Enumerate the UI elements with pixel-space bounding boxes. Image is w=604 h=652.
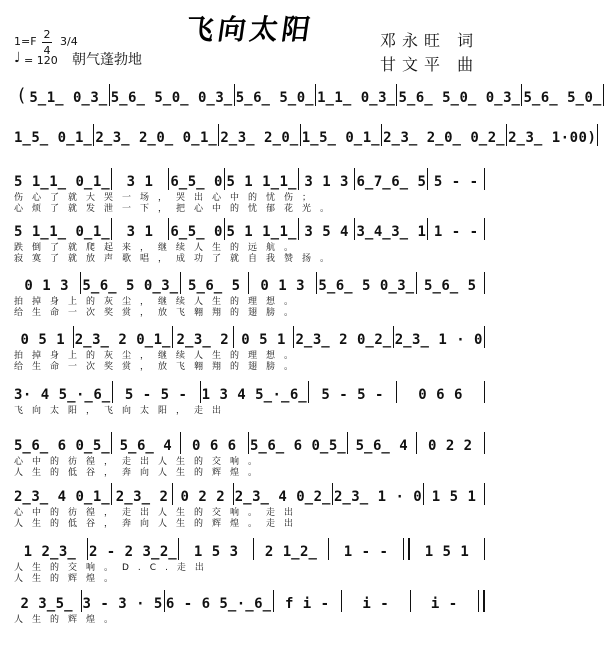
bar-line xyxy=(172,326,173,348)
double-bar-line xyxy=(403,538,410,560)
bar-line xyxy=(248,432,249,454)
bar-line xyxy=(416,432,417,454)
measure: 2 - 2 3̲2̲ xyxy=(88,544,178,560)
lyric-verse-2: 人生的低谷，奔向人生的辉煌。走出 xyxy=(14,519,303,529)
bar-line xyxy=(81,590,82,612)
measure: 5 1 1̲1̲ xyxy=(226,174,297,190)
bar-line xyxy=(111,483,112,505)
measure: 5̲6̲ 5 0̲3̲ xyxy=(82,278,179,294)
bar-line xyxy=(423,483,424,505)
measure: 5 - 5 - xyxy=(321,387,384,403)
measure: 2̲3̲ 2̲0̲ 0̲1̲ xyxy=(95,130,218,146)
notation-row xyxy=(14,272,486,294)
measure: 5̲6̲ 5̲0̲ 0̲3̲ xyxy=(398,90,521,106)
bar-line xyxy=(484,538,485,560)
notation-row xyxy=(14,538,486,560)
notation-row xyxy=(14,381,486,403)
measure: 2̲3̲ 2 0̲2̲ xyxy=(295,332,392,348)
measure: 1 - - xyxy=(433,224,479,240)
bar-line xyxy=(224,168,225,190)
bar-line xyxy=(341,590,342,612)
measure: 2̲3̲ 1 · 0 xyxy=(394,332,483,348)
bar-line xyxy=(233,326,234,348)
measure: i - xyxy=(430,596,458,612)
measure: 5 1 1̲1̲ xyxy=(226,224,297,240)
time-signature-bottom: 4 xyxy=(43,44,51,57)
bar-line xyxy=(416,272,417,294)
notation-row xyxy=(14,124,597,146)
measure: 5̲6̲ 4 xyxy=(119,438,173,454)
measure: 1 2̲3̲ xyxy=(23,544,77,560)
measure: 2 1̲2̲ xyxy=(264,544,318,560)
score-line xyxy=(0,326,500,378)
lyric-verse-1: 拍掉身上的灰尘，继续人生的理想。 xyxy=(14,351,303,361)
measure: 2̲3̲ 2̲0̲ xyxy=(220,130,299,146)
measure: 2̲3̲ 2 xyxy=(115,489,169,505)
bar-line xyxy=(168,168,169,190)
measure: 1 5 1 xyxy=(431,489,477,505)
measure: 5̲6̲ 5̲0̲ 0̲3̲ xyxy=(110,90,233,106)
score-line xyxy=(0,168,500,220)
bar-line xyxy=(112,381,113,403)
lyric-verse-2: 心烦了就发泄一下，把心中的忧郁花光。 xyxy=(14,204,339,214)
notation-row xyxy=(14,84,602,106)
measure: 1̲1̲ 0̲3̲ xyxy=(317,90,396,106)
lyric-verse-1: 心中的彷徨，走出人生的交响。 xyxy=(14,457,267,467)
measure: 2̲3̲ 2̲0̲ 0̲2̲ xyxy=(383,130,506,146)
bar-line xyxy=(248,272,249,294)
double-bar-line xyxy=(478,590,485,612)
bar-line xyxy=(111,168,112,190)
bar-line xyxy=(298,168,299,190)
measure: 1̲5̲ 0̲1̲ xyxy=(14,130,93,146)
bar-line xyxy=(200,381,201,403)
bar-line xyxy=(410,590,411,612)
measure: 0 2 2 xyxy=(427,438,473,454)
measure: 2̲3̲ 1 · 0 xyxy=(333,489,423,505)
expression-marking: 朝气蓬勃地 xyxy=(72,52,142,68)
notation-row xyxy=(14,326,486,348)
measure: 3 - 3 · 5 xyxy=(82,596,163,612)
measure: 3 1 3 xyxy=(304,174,349,190)
bar-line xyxy=(316,272,317,294)
repeat-bracket: ( xyxy=(16,85,28,106)
bar-line xyxy=(180,432,181,454)
measure: 3̲4̲3̲ 1 xyxy=(356,224,427,240)
time-signature-top: 2 xyxy=(43,28,51,41)
bar-line xyxy=(93,124,94,146)
measure: 5̲1̲ 0̲3̲ xyxy=(29,90,108,106)
lyric-verse-1: 飞向太阳，飞向太阳，走出 xyxy=(14,406,231,416)
bar-line xyxy=(111,218,112,240)
bar-line xyxy=(224,218,225,240)
bar-line xyxy=(396,381,397,403)
bar-line xyxy=(168,218,169,240)
measure: 0 6 6 xyxy=(418,387,463,403)
measure: 5 - - xyxy=(433,174,479,190)
lyric-verse-2: 人生的低谷，奔向人生的辉煌。 xyxy=(14,468,267,478)
measure: 2̲3̲ 4 0̲2̲ xyxy=(234,489,331,505)
measure: 5̲6̲ 5 0̲3̲ xyxy=(318,278,415,294)
score-line xyxy=(0,272,500,324)
lyric-verse-1: 拍掉身上的灰尘，继续人生的理想。 xyxy=(14,297,303,307)
bar-line xyxy=(484,326,485,348)
bar-line xyxy=(300,124,301,146)
score-line xyxy=(0,538,500,590)
score-line xyxy=(0,432,500,484)
lyric-verse-2: 给生命一次奖赏，放飞翱翔的翅膀。 xyxy=(14,362,303,372)
score-line xyxy=(0,218,500,270)
bar-line xyxy=(484,381,485,403)
measure: 5̲6̲ 5̲0̲ xyxy=(523,90,602,106)
song-title: 飞向太阳 xyxy=(183,13,317,46)
bar-line xyxy=(172,483,173,505)
score-line xyxy=(0,483,500,535)
bar-line xyxy=(73,326,74,348)
lyric-verse-2: 寂寞了就放声歌唱，成功了就自我赞扬。 xyxy=(14,254,339,264)
measure: i - xyxy=(362,596,390,612)
measure: 6̲7̲6̲ 5 xyxy=(356,174,427,190)
bar-line xyxy=(484,432,485,454)
notation-row xyxy=(14,483,486,505)
measure: 5̲6̲ 6 0̲5̲ xyxy=(14,438,111,454)
measure: 5̲6̲ 4 xyxy=(355,438,409,454)
bar-line xyxy=(293,326,294,348)
measure: 0 5 1 xyxy=(20,332,66,348)
time-signature-alt: 3/4 xyxy=(60,35,78,48)
bar-line xyxy=(393,326,394,348)
notation-row xyxy=(14,590,486,612)
bar-line xyxy=(233,483,234,505)
bar-line xyxy=(273,590,274,612)
key-signature: 1=F xyxy=(14,35,37,48)
bar-line xyxy=(506,124,507,146)
bar-line xyxy=(484,168,485,190)
bar-line xyxy=(298,218,299,240)
bar-line xyxy=(164,590,165,612)
measure: 1 - - xyxy=(343,544,389,560)
bar-line xyxy=(109,84,110,106)
measure: 2̲3̲ 2 xyxy=(176,332,230,348)
bar-line xyxy=(354,218,355,240)
measure: 6 - 6 5̲·̲6̲ xyxy=(165,596,272,612)
measure: 3 5 4 xyxy=(304,224,349,240)
bar-line xyxy=(180,272,181,294)
tempo-note-icon: ♩ xyxy=(14,50,21,66)
measure: 5̲6̲ 5 xyxy=(424,278,477,294)
lyric-verse-1: 人生的辉煌。 xyxy=(14,615,123,625)
measure: 0) xyxy=(578,130,597,146)
bar-line xyxy=(427,218,428,240)
score-line xyxy=(0,590,500,642)
lyric-verse-2: 人生的辉煌。 xyxy=(14,574,123,584)
bar-line xyxy=(80,272,81,294)
measure: 1 3 4 5̲·̲6̲ xyxy=(201,387,308,403)
bar-line xyxy=(354,168,355,190)
notation-row xyxy=(14,168,486,190)
measure: 6̲5̲ 0 xyxy=(170,224,223,240)
measure: f i - xyxy=(284,596,330,612)
bar-line xyxy=(521,84,522,106)
measure: 0 1 3 xyxy=(260,278,306,294)
measure: 5̲6̲ 6 0̲5̲ xyxy=(250,438,347,454)
measure: 5̲6̲ 5 xyxy=(188,278,241,294)
bar-line xyxy=(253,538,254,560)
measure: 5 1̲1̲ 0̲1̲ xyxy=(14,174,111,190)
lyric-verse-2: 给生命一次奖赏，放飞翱翔的翅膀。 xyxy=(14,308,303,318)
bar-line xyxy=(178,538,179,560)
measure: 3· 4 5̲·̲6̲ xyxy=(14,387,111,403)
lyricist-credit: 邓永旺 词 xyxy=(380,31,480,50)
bar-line xyxy=(308,381,309,403)
notation-row xyxy=(14,432,486,454)
measure: 2̲3̲ 1·0 xyxy=(508,130,579,146)
bar-line xyxy=(597,124,598,146)
measure: 2̲3̲ 4 0̲1̲ xyxy=(14,489,111,505)
measure: 0 1 3 xyxy=(24,278,70,294)
measure: 5 1̲1̲ 0̲1̲ xyxy=(14,224,111,240)
measure: 3 1 xyxy=(126,224,154,240)
measure: 0 6 6 xyxy=(191,438,237,454)
measure: 2̲3̲ 2 0̲1̲ xyxy=(74,332,171,348)
bar-line xyxy=(427,168,428,190)
measure: 0 5 1 xyxy=(241,332,286,348)
measure: 5 - 5 - xyxy=(124,387,188,403)
notation-row xyxy=(14,218,486,240)
measure: 6̲5̲ 0 xyxy=(170,174,223,190)
bar-line xyxy=(234,84,235,106)
bar-line xyxy=(328,538,329,560)
bar-line xyxy=(111,432,112,454)
measure: 2 3̲5̲ xyxy=(20,596,74,612)
measure: 5̲6̲ 5̲0̲ xyxy=(235,90,315,106)
measure: 1 5 3 xyxy=(193,544,239,560)
bar-line xyxy=(396,84,397,106)
bar-line xyxy=(87,538,88,560)
score-line xyxy=(0,381,500,433)
bar-line xyxy=(347,432,348,454)
bar-line xyxy=(218,124,219,146)
bar-line xyxy=(484,218,485,240)
bar-line xyxy=(484,272,485,294)
composer-credit: 甘文平 曲 xyxy=(380,55,480,74)
lyric-verse-1: 心中的彷徨，走出人生的交响。走出 xyxy=(14,508,303,518)
bar-line xyxy=(315,84,316,106)
measure: 1̲5̲ 0̲1̲ xyxy=(301,130,381,146)
tempo-marking: = 120 xyxy=(24,54,58,67)
measure: 3 1 xyxy=(126,174,154,190)
bar-line xyxy=(381,124,382,146)
measure: 0 2 2 xyxy=(180,489,226,505)
lyric-verse-1: 人生的交响。D.C.走出 xyxy=(14,563,213,573)
bar-line xyxy=(484,483,485,505)
measure: 1 5 1 xyxy=(424,544,470,560)
lyric-verse-1: 跌倒了就爬起来，继续人生的远航。 xyxy=(14,243,303,253)
bar-line xyxy=(332,483,333,505)
lyric-verse-1: 伤心了就大哭一场，哭出心中的忧伤； xyxy=(14,193,321,203)
